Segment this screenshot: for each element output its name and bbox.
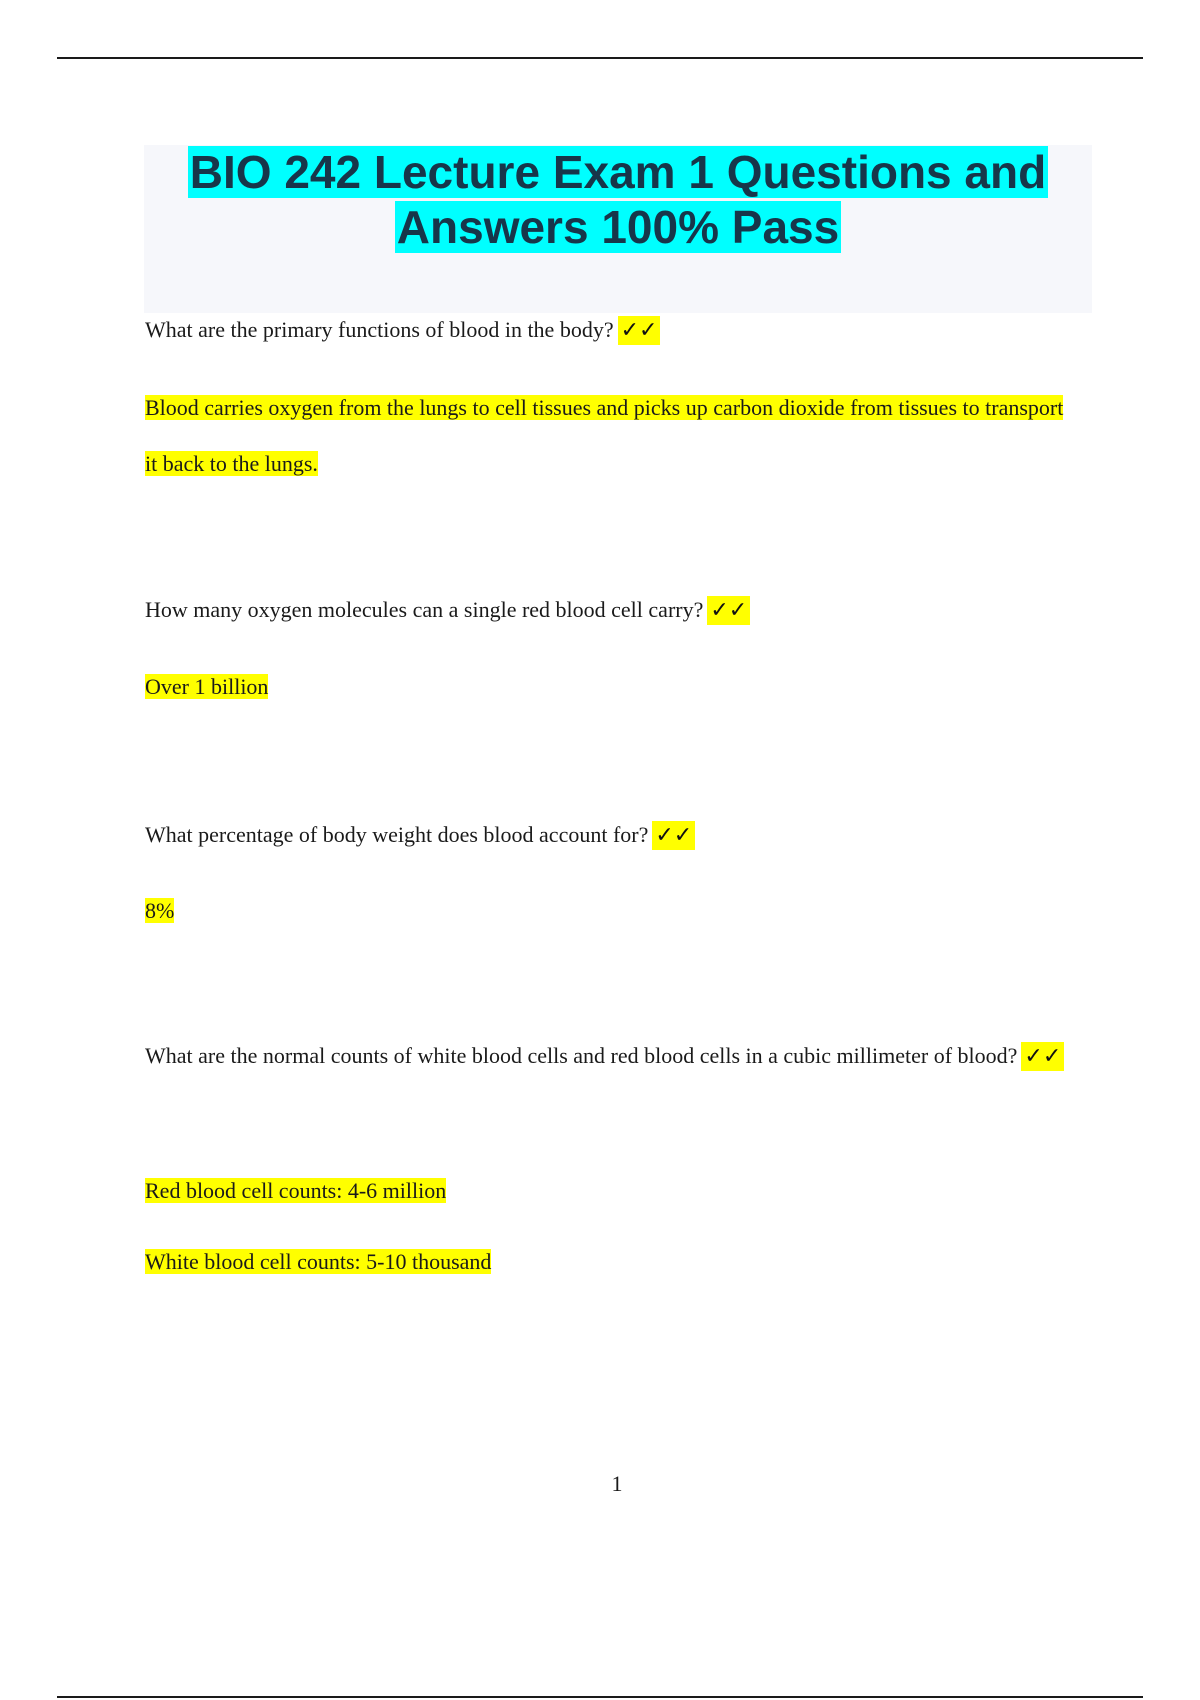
question-3 — [145, 807, 695, 864]
answer-2 — [145, 659, 268, 715]
bottom-rule — [57, 1696, 1143, 1698]
check-mark-icon: ✓✓ — [618, 316, 661, 345]
question-2 — [145, 582, 750, 639]
document-title-text: BIO 242 Lecture Exam 1 Questions and Answers 100% Pass — [189, 146, 1047, 253]
check-mark-icon: ✓✓ — [1021, 1042, 1064, 1071]
answer-4b — [145, 1234, 491, 1290]
answer-4a-text: Red blood cell counts: 4-6 million — [145, 1178, 447, 1203]
question-1-text: What are the primary functions of blood in the body? — [145, 317, 614, 342]
top-rule — [57, 57, 1143, 59]
answer-4a — [145, 1163, 446, 1219]
answer-1 — [145, 380, 1075, 492]
question-4-text: What are the normal counts of white blood cells and red blood cells in a cubic millimeter of blood? — [145, 1043, 1018, 1068]
question-3-text: What percentage of body weight does blood account for? — [145, 822, 649, 847]
answer-1-text: Blood carries oxygen from the lungs to cell tissues and picks up carbon dioxide from tissues to transport it back to the lungs. — [145, 395, 1064, 476]
answer-4b-text: White blood cell counts: 5-10 thousand — [145, 1249, 492, 1274]
title-banner — [144, 145, 1092, 313]
answer-3-text: 8% — [145, 898, 175, 923]
question-2-text: How many oxygen molecules can a single red blood cell carry? — [145, 597, 704, 622]
document-title — [144, 145, 1092, 255]
check-mark-icon: ✓✓ — [652, 821, 695, 850]
question-1 — [145, 302, 660, 359]
answer-3 — [145, 883, 174, 939]
question-4 — [145, 1026, 1075, 1087]
check-mark-icon: ✓✓ — [707, 596, 750, 625]
answer-2-text: Over 1 billion — [145, 674, 269, 699]
page-number: 1 — [611, 1471, 623, 1496]
